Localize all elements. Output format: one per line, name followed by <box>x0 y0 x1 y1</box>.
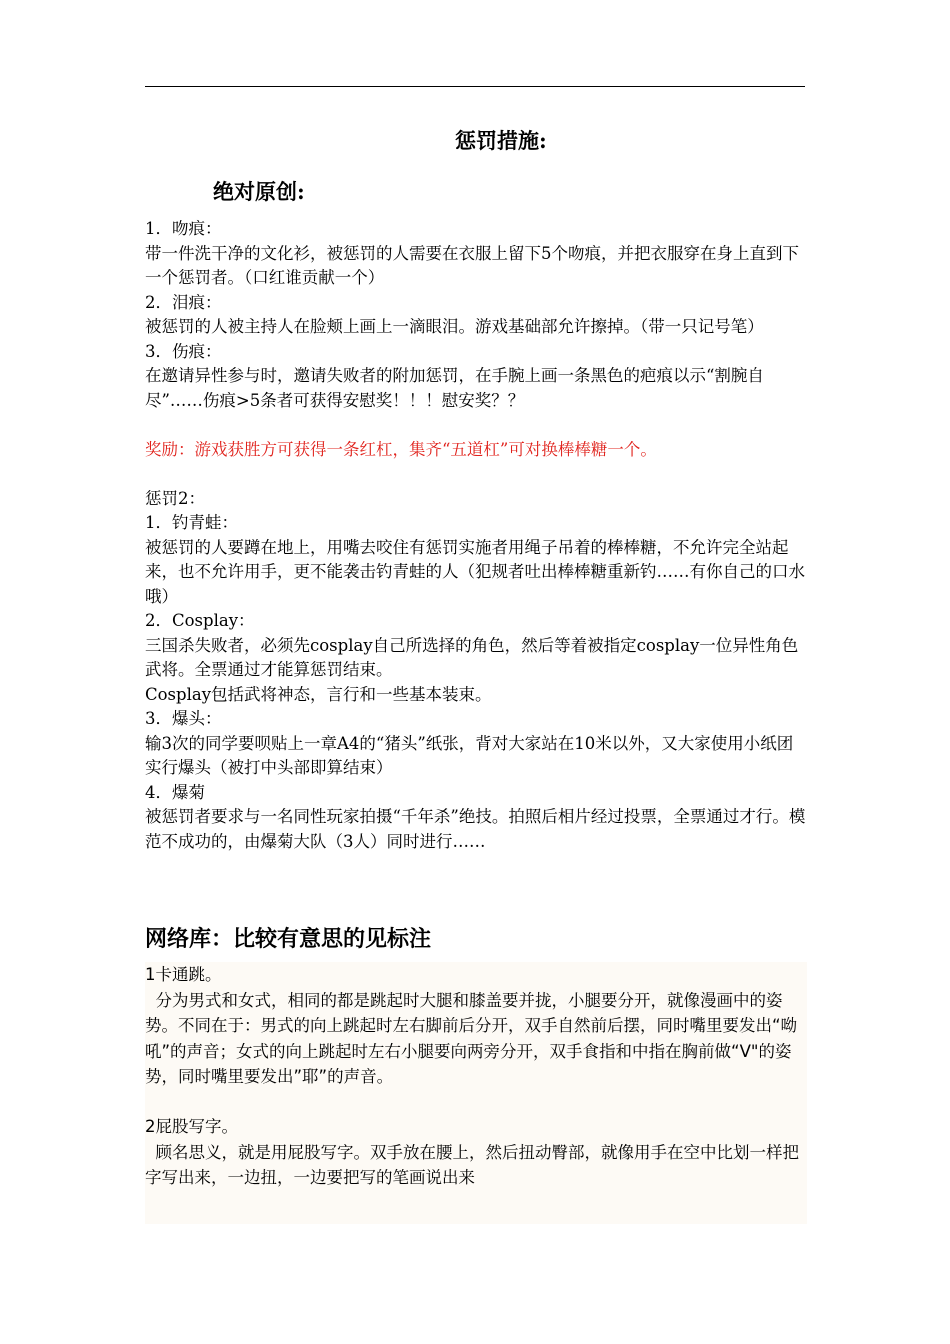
list-item: 分为男式和女式，相同的都是跳起时大腿和膝盖要并拢，小腿要分开，就像漫画中的姿势。不同在于：男式的向上跳起时左右脚前后分开，双手自然前后摆，同时嘴里要发出“呦吼”的声音；女式的向上跳起时左右小腿要向两旁分开，双手食指和中指在胸前做“V"的姿势，同时嘴里要发出”耶”的声音。 <box>145 990 798 1086</box>
list-item: 顾名思义，就是用屁股写字。双手放在腰上，然后扭动臀部，就像用手在空中比划一样把字写出来，一边扭，一边要把写的笔画说出来 <box>145 1142 799 1187</box>
section2-title: 惩罚2： <box>145 488 205 508</box>
list-item: 3．爆头： <box>145 709 222 728</box>
list-item: 1．吻痕： <box>145 219 222 238</box>
list-item: 在邀请异性参与时，邀请失败者的附加惩罚，在手腕上画一条黑色的疤痕以示“割腕自尽”……伤痕>5条者可获得安慰奖！！！慰安奖？？ <box>145 366 764 410</box>
list-item: 4．爆菊 <box>145 782 205 802</box>
list-item: 被惩罚者要求与一名同性玩家拍摄“千年杀”绝技。拍照后相片经过投票，全票通过才行。模范不成功的，由爆菊大队（3人）同时进行…… <box>145 807 806 851</box>
section-heading-original: 绝对原创: <box>213 179 305 204</box>
page-title: 惩罚措施: <box>455 128 547 153</box>
net-section-box <box>145 962 807 1224</box>
list-item: 被惩罚的人要蹲在地上，用嘴去咬住有惩罚实施者用绳子吊着的棒棒糖，不允许完全站起来，也不允许用手，更不能袭击钓青蛙的人（犯规者吐出棒棒糖重新钓……有你自己的口水哦） <box>145 537 805 606</box>
net-section-heading: 网络库：比较有意思的见标注 <box>145 926 432 952</box>
list-item: 输3次的同学要呗贴上一章A4的“猪头”纸张，背对大家站在10米以外，又大家使用小纸团实行爆头（被打中头部即算结束） <box>145 733 794 777</box>
list-item: Cosplay包括武将神态，言行和一些基本装束。 <box>145 684 492 704</box>
list-item: 带一件洗干净的文化衫，被惩罚的人需要在衣服上留下5个吻痕，并把衣服穿在身上直到下一个惩罚者。（口红谁贡献一个） <box>145 243 799 287</box>
list-item: 1卡通跳。 <box>145 965 222 984</box>
punishment-list <box>145 217 807 854</box>
list-item: 3．伤痕： <box>145 341 222 361</box>
list-item: 2．泪痕： <box>145 292 222 312</box>
list-item: 2．Cosplay： <box>145 611 255 630</box>
reward-note: 奖励：游戏获胜方可获得一条红杠，集齐“五道杠”可对换棒棒糖一个。 <box>145 439 657 459</box>
list-item: 被惩罚的人被主持人在脸颊上画上一滴眼泪。游戏基础部允许擦掉。（带一只记号笔） <box>145 317 764 336</box>
list-item: 1．钓青蛙： <box>145 513 238 532</box>
header-rule <box>145 86 805 87</box>
list-item: 2屁股写字。 <box>145 1117 238 1136</box>
list-item: 三国杀失败者，必须先cosplay自己所选择的角色，然后等着被指定cosplay一位异性角色武将。全票通过才能算惩罚结束。 <box>145 635 799 679</box>
